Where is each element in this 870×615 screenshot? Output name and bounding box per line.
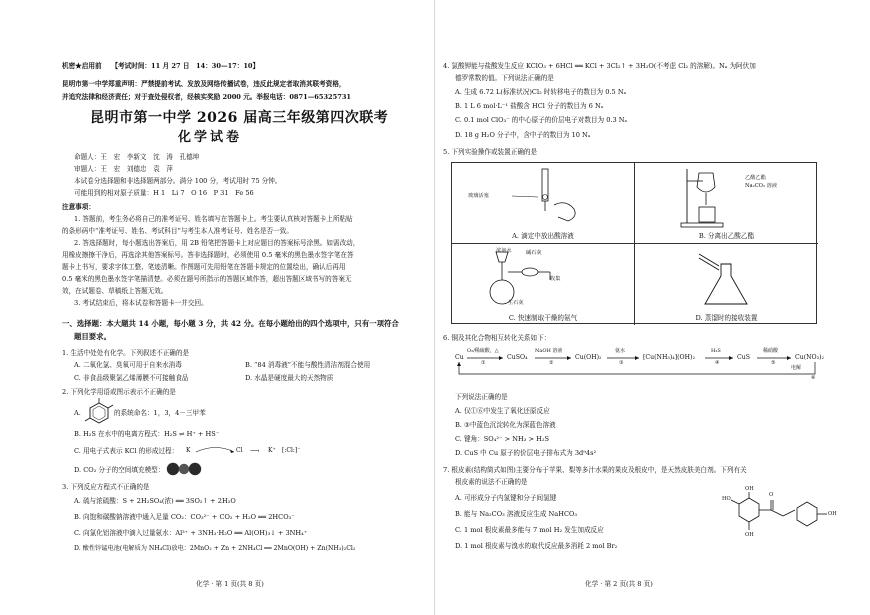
flow-condition-3: 氨水 (615, 348, 626, 354)
kcl-reactant-cl: Cl (236, 447, 243, 454)
q3-option-d: D. 酸性锌锰电池(电解质为 NH₄Cl)放电：2MnO₂ + Zn + 2NH₄Cl ══ 2MnO(OH) + Zn(NH₃)₂Cl₂ (74, 545, 356, 552)
notes-item: 0.5 毫米的黑色墨水签字笔描清楚。必须在题号所指示的答题区域作答，超出答题区域书写的答案无 (62, 275, 352, 283)
q1-option-b: B. “84 消毒液”不能与酸性清洁剂混合使用 (245, 361, 371, 369)
notes-item: 3. 考试结束后，将本试卷和答题卡一并交回。 (74, 299, 208, 307)
conical-flask-receiver-image (697, 248, 757, 310)
q7-option-c: C. 1 mol 根皮素最多能与 7 mol H₂ 发生加成反应 (455, 526, 604, 534)
q5-stem: 5. 下列实验操作或装置正确的是 (443, 148, 538, 156)
burette-titration-image (482, 169, 602, 224)
q5-caption-a: A. 滴定中放出酸溶液 (512, 232, 574, 240)
q4-option-c: C. 0.1 mol ClO₃⁻ 的中心原子的价层电子对数目为 0.3 Nₐ (455, 116, 628, 124)
exam-info-line-2: 可能用到的相对原子质量：H 1 Li 7 O 16 P 31 Fe 56 (74, 189, 254, 197)
q1-option-c: C. 非食品级聚氯乙烯薄膜不可接触食品 (74, 374, 189, 382)
notes-item: 题卡上书写，要求字体工整、笔迹清晰。作图题可先用铅笔在答题卡规定的位置绘出，确认后再用 (62, 263, 346, 271)
q3-option-c: C. 向氯化铝溶液中滴入过量氨水：Al³⁺ + 3NH₃·H₂O ══ Al(OH)₃↓ + 3NH₄⁺ (74, 529, 308, 537)
q7-stem: 7. 根皮素(结构简式如图)主要分布于苹果、梨等多汁水果的果皮及根皮中，是天然皮肤美白剂。下列有关 (443, 466, 747, 474)
electron-transfer-arrow-icon (194, 446, 242, 456)
q1-stem: 1. 生活中处处有化学。下列叙述不正确的是 (62, 349, 190, 357)
phloretin-oh-label: OH (828, 511, 837, 517)
flow-step-5: ⑤ (771, 360, 776, 366)
q1-option-a: A. 二氧化氯、臭氧可用于自来水消毒 (74, 361, 182, 369)
phloretin-ho-label: HO (722, 496, 731, 502)
phloretin-oh-label: OH (745, 532, 754, 538)
page-2 (435, 0, 870, 615)
soda-lime-label: 碱石灰 (526, 250, 542, 256)
q2-option-a-text: 的系统命名：1，3，4－三甲苯 (114, 409, 206, 417)
q7-option-d: D. 1 mol 根皮素与溴水的取代反应最多消耗 2 mol Br₂ (455, 542, 618, 550)
q6-stem: 6. 铜及其化合物相互转化关系如下： (443, 334, 551, 342)
notes-item: 的条形码中“准考证号、姓名、考试科目”与考生本人准考证号、姓名是否一致。 (62, 227, 293, 235)
flow-node-cuso4: CuSO₄ (507, 354, 528, 361)
quicklime-label: 生石灰 (508, 300, 524, 306)
reviewers: 审题人：王 宏 刘德忠 袁 萍 (74, 165, 173, 173)
q5-apparatus-grid (451, 162, 817, 324)
q3-option-a: A. 硫与浓硫酸：S + 2H₂SO₄(浓) ══ 3SO₂↑ + 2H₂O (74, 497, 236, 505)
q3-option-b: B. 向饱和碳酸钠溶液中通入足量 CO₂：CO₃²⁻ + CO₂ + H₂O ══ 2HCO₃⁻ (74, 513, 295, 521)
q5-cell-b (635, 163, 818, 244)
co2-space-filling-model-image (164, 462, 204, 476)
q6-option-d: D. CuS 中 Cu 原子的价层电子排布式为 3d⁹4s² (455, 449, 597, 457)
phloretin-oh-label: OH (745, 486, 754, 492)
phloretin-carbonyl-o-label: O (769, 492, 774, 498)
flow-step-2: ② (549, 360, 554, 366)
q4-option-b: B. 1 L 6 mol·L⁻¹ 盐酸含 HCl 分子的数目为 6 Nₐ (455, 102, 604, 110)
reaction-arrow-icon: ⟶ (250, 447, 260, 455)
copyright-notice-line-2: 并追究法律和经济责任；对于查处侵权者，经核实奖励 2000 元。举报电话：0871—65325731 (62, 93, 351, 101)
separatory-funnel-image (679, 167, 749, 229)
notes-item: 用橡皮擦擦干净后，再选涂其他答案标号。答非选择题时，必须使用 0.5 毫米的黑色墨水签字笔在答 (62, 251, 354, 259)
kcl-product-k: K⁺ (268, 447, 276, 454)
q1-option-d: D. 水晶是硬度最大的天然物质 (245, 374, 334, 382)
q2-option-c-text: C. 用电子式表示 KCl 的形成过程： (74, 447, 179, 455)
sodium-carbonate-label: Na₂CO₃ 溶液 (745, 183, 778, 189)
notes-item: 2. 答选择题时，每小题选出答案后，用 2B 铅笔把答题卡上对应题目的答案标号涂黑。如需改动， (74, 239, 360, 247)
q4-stem-cont: 德罗常数的值。下列说法正确的是 (455, 74, 554, 82)
flow-condition-6: 电解 (791, 365, 802, 371)
q5-cell-d (635, 244, 818, 325)
q4-option-a: A. 生成 6.72 L(标准状况)Cl₂ 时转移电子的数目为 0.5 Nₐ (455, 88, 627, 96)
exam-meta: 机密★启用前 【考试时间：11 月 27 日 14：30—17：10】 (62, 62, 260, 70)
notes-item: 效，在试题卷、草稿纸上答题无效。 (62, 287, 168, 295)
exam-title: 昆明市第一中学 2026 届高三年级第四次联考 (90, 110, 389, 126)
exam-subtitle: 化学试卷 (178, 130, 243, 145)
stopcock-label: 玻璃活塞 (468, 193, 489, 199)
trimethylbenzene-structure-image (84, 397, 114, 427)
footer-page-1: 化学 · 第 1 页(共 8 页) (196, 580, 264, 588)
section-one-heading-cont: 题目要求。 (74, 332, 111, 341)
q2-option-d-text: D. CO₂ 分子的空间填充模型： (74, 466, 165, 474)
phloretin-structure-image (723, 488, 843, 544)
q6-option-b: B. ③中蓝色沉淀转化为深蓝色溶液 (455, 421, 556, 429)
q7-option-b: B. 能与 Na₂CO₃ 溶液反应生成 NaHCO₃ (455, 510, 578, 518)
q5-caption-b: B. 分离出乙酸乙酯 (698, 232, 755, 240)
copper-conversion-flow (455, 346, 845, 382)
q2-stem: 2. 下列化学用语或图示表示不正确的是 (62, 388, 176, 396)
flow-node-cuoh2: Cu(OH)₂ (575, 354, 602, 361)
ammonia-generator-image (482, 248, 578, 310)
flow-step-6: ⑥ (811, 375, 816, 381)
flow-step-4: ④ (715, 360, 720, 366)
q6-intro: 下列说法正确的是 (455, 393, 508, 401)
kcl-product-bracket-icon: [:Cl:]⁻ (282, 447, 301, 454)
notes-heading: 注意事项： (62, 203, 95, 211)
flow-node-cus: CuS (737, 354, 750, 361)
q2-option-a-label: A. (74, 409, 81, 417)
flow-step-1: ① (481, 360, 486, 366)
flow-condition-4: H₂S (711, 348, 721, 354)
conc-ammonia-label: 浓氨水 (496, 248, 512, 254)
q6-option-a: A. 仅①⑥中发生了氧化还原反应 (455, 407, 550, 415)
section-one-heading: 一、选择题：本大题共 14 小题，每小题 3 分，共 42 分。在每小题给出的四个选项中，只有一项符合 (62, 319, 399, 328)
q5-caption-c: C. 快速制取干燥的氨气 (508, 314, 578, 322)
q2-option-b: B. H₂S 在水中的电离方程式：H₂S ⇌ H⁺ + HS⁻ (74, 430, 220, 438)
flow-condition-5: 稀硝酸 (763, 348, 779, 354)
ethyl-acetate-label: 乙酸乙酯 (745, 175, 766, 181)
q3-stem: 3. 下列反应方程式不正确的是 (62, 483, 150, 491)
q7-option-a: A. 可形成分子内氢键和分子间氢键 (455, 494, 557, 502)
kcl-reactant-k: K (186, 447, 191, 454)
flow-node-cu: Cu (455, 354, 464, 361)
flow-step-3: ③ (619, 360, 624, 366)
q5-cell-c (452, 244, 635, 325)
q4-option-d: D. 18 g H₂O 分子中，含中子的数目为 10 Nₐ (455, 131, 591, 139)
q6-option-c: C. 键角：SO₄²⁻ > NH₃ > H₂S (455, 435, 549, 443)
footer-page-2: 化学 · 第 2 页(共 8 页) (585, 580, 653, 588)
flow-arrows-image (455, 346, 845, 382)
flow-node-tetraammine: [Cu(NH₃)₄](OH)₂ (643, 354, 695, 361)
authors: 命题人：王 宏 李新文 沈 涛 孔德坤 (74, 153, 200, 161)
q4-stem: 4. 氯酸钾能与盐酸发生反应 KClO₃ + 6HCl ══ KCl + 3Cl₂↑ + 3H₂O(不考虑 Cl₂ 的溶解)。Nₐ 为阿伏加 (443, 62, 756, 70)
flow-condition-1: O₂/稀硫酸，△ (467, 348, 499, 354)
flow-condition-2: NaOH 溶液 (535, 348, 563, 354)
exam-info-line-1: 本试卷分选择题和非选择题两部分。满分 100 分，考试用时 75 分钟。 (74, 177, 282, 185)
collect-label: 收集 (550, 276, 561, 282)
copyright-notice-line-1: 昆明市第一中学郑重声明：严禁提前考试、发放及网络传播试卷，违反此规定者取消其联考资格， (62, 80, 346, 88)
q7-stem-cont: 根皮素的说法不正确的是 (455, 478, 528, 486)
notes-item: 1. 答题前，考生务必将自己的准考证号、姓名填写在答题卡上。考生要认真核对答题卡上所粘贴 (74, 215, 353, 223)
q5-cell-a (452, 163, 635, 244)
q5-caption-d: D. 蒸馏时的接收装置 (695, 314, 758, 322)
flow-node-cuno32: Cu(NO₃)₂ (795, 354, 824, 361)
